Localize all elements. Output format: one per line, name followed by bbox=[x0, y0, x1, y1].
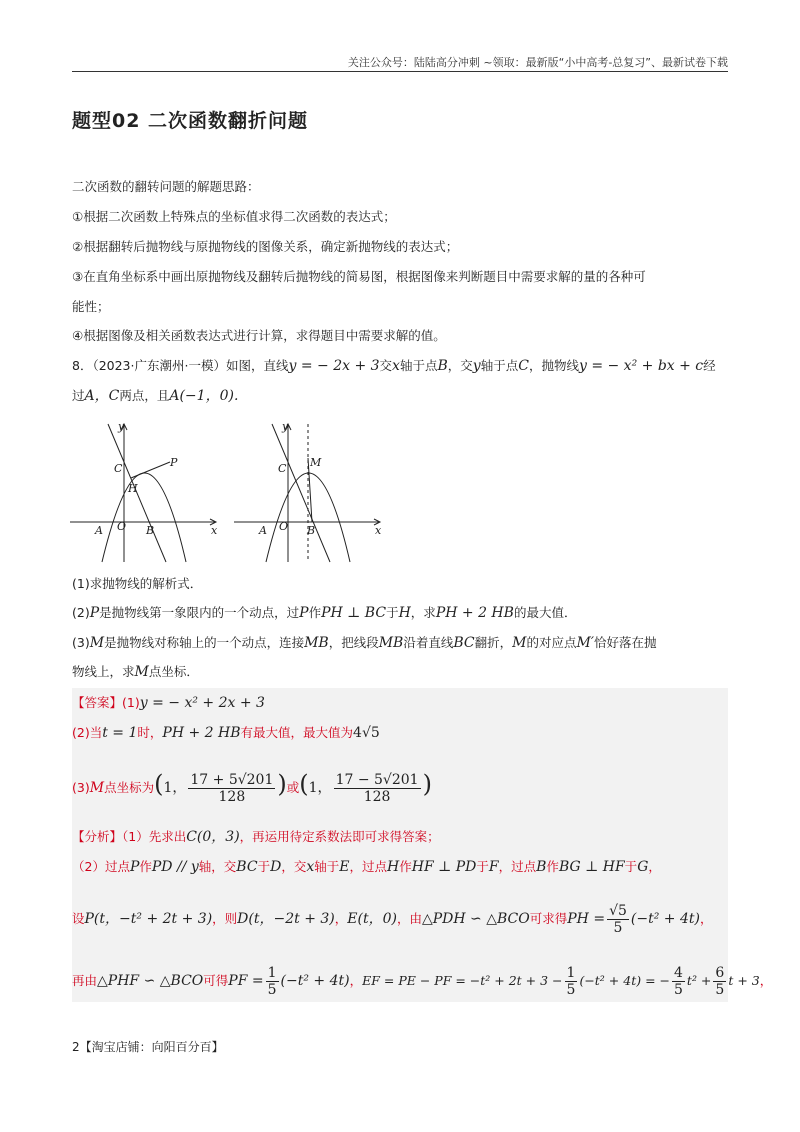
math: 1， bbox=[163, 780, 187, 796]
text: ， bbox=[349, 973, 363, 988]
text: ，把线段 bbox=[328, 635, 379, 650]
label-x-right: x bbox=[375, 524, 382, 537]
denominator: 5 bbox=[267, 982, 277, 998]
text: 翻折， bbox=[474, 635, 513, 650]
method-step-4: ④根据图像及相关函数表达式进行计算，求得题目中需要求解的值。 bbox=[72, 328, 446, 343]
math: M bbox=[89, 780, 105, 796]
text: 的最大值． bbox=[513, 605, 577, 620]
text: 轴，交 bbox=[198, 859, 237, 874]
text: 于 bbox=[257, 859, 271, 874]
label-A-left: A bbox=[95, 524, 103, 537]
var-x: x bbox=[392, 358, 400, 374]
text: 经 bbox=[703, 358, 716, 373]
label-C-right: C bbox=[278, 462, 287, 475]
fraction-1-5b bbox=[565, 965, 578, 998]
math: (−t² + 4t) bbox=[280, 973, 350, 989]
parabola-equation: y = − x² + bx + c bbox=[578, 358, 704, 374]
numerator: 17 + 5√201 bbox=[190, 772, 274, 788]
header-divider bbox=[72, 71, 728, 72]
text: 轴于 bbox=[314, 859, 340, 874]
math: PH ⊥ BC bbox=[321, 605, 387, 621]
label-y-right: y bbox=[282, 420, 289, 433]
text: 沿着直线 bbox=[403, 635, 454, 650]
label-x-left: x bbox=[211, 524, 218, 537]
method-step-1: ①根据二次函数上特殊点的坐标值求得二次函数的表达式； bbox=[72, 209, 396, 224]
math: G bbox=[637, 859, 649, 875]
text: 物线上，求 bbox=[72, 664, 135, 679]
text: 可求得 bbox=[529, 911, 568, 926]
numerator: 1 bbox=[267, 965, 277, 981]
text: 是抛物线对称轴上的一个动点，连接 bbox=[104, 635, 305, 650]
answer-3: (3)M点坐标为(1， $\frac{17 + 5√201}{128}$ )或(1， $\frac{17 - 5√201}{128}$ ) bbox=[72, 770, 432, 805]
math: P(t，−t² + 2t + 3) bbox=[84, 911, 213, 927]
text: ，过点 bbox=[349, 859, 387, 874]
math: △PDH ∽ △BCO bbox=[421, 911, 530, 927]
text: (3) bbox=[72, 780, 90, 795]
method-step-2: ②根据翻转后抛物线与原抛物线的图像关系，确定新抛物线的表达式； bbox=[72, 239, 459, 254]
problem-source: （2023·广东潮州·一模）如图，直线 bbox=[92, 358, 289, 373]
analysis-2 bbox=[72, 858, 661, 876]
var-B: B bbox=[437, 358, 448, 374]
var-C: C bbox=[518, 358, 529, 374]
text: ，再运用待定系数法即可求得答案； bbox=[239, 829, 440, 844]
numerator: 6 bbox=[715, 965, 725, 981]
denominator: 5 bbox=[715, 982, 725, 998]
section-title: 题型02 二次函数翻折问题 bbox=[72, 110, 309, 132]
answer-tag: 【答案】 bbox=[72, 695, 123, 710]
text: 于 bbox=[386, 605, 399, 620]
text: 点坐标． bbox=[148, 664, 199, 679]
method-step-3: ③在直角坐标系中画出原抛物线及翻转后抛物线的简易图，根据图像来判断题目中需要求解的量的各种可 bbox=[72, 269, 646, 284]
math: H bbox=[387, 859, 400, 875]
numerator: 1 bbox=[566, 965, 576, 981]
text: ，则 bbox=[212, 911, 238, 926]
label-B-left: B bbox=[146, 524, 155, 537]
problem-line-1 bbox=[72, 357, 716, 375]
text: ，过点 bbox=[498, 859, 537, 874]
text: 作 bbox=[399, 859, 412, 874]
text: 轴于点 bbox=[480, 358, 519, 373]
label-B-right: B bbox=[307, 524, 316, 537]
fraction-1 bbox=[188, 772, 275, 805]
denominator: 5 bbox=[613, 920, 623, 936]
math: B bbox=[536, 859, 547, 875]
label-O-left: O bbox=[117, 520, 127, 533]
label-y-left: y bbox=[118, 420, 125, 433]
text: 交 bbox=[379, 358, 393, 373]
fraction-2 bbox=[334, 772, 421, 805]
text: 点坐标为 bbox=[104, 780, 155, 795]
math: F bbox=[488, 859, 499, 875]
analysis-3 bbox=[72, 900, 712, 938]
math: PH + 2 HB bbox=[435, 605, 514, 621]
problem-figure bbox=[68, 416, 388, 566]
math: (−t² + 4t) bbox=[630, 911, 700, 927]
fraction-sqrt5-5 bbox=[607, 903, 629, 936]
math: 4√5 bbox=[353, 725, 380, 741]
text: (2)当 bbox=[72, 725, 103, 740]
text: 是抛物线第一象限内的一个动点，过 bbox=[99, 605, 300, 620]
denominator: 5 bbox=[674, 982, 683, 998]
math: HF ⊥ PD bbox=[411, 859, 477, 875]
numerator: √5 bbox=[609, 903, 627, 919]
text: 再由 bbox=[72, 973, 98, 988]
fraction-4-5 bbox=[672, 965, 685, 998]
math: (−t² + 4t) = − bbox=[579, 973, 670, 988]
math: E bbox=[339, 859, 350, 875]
text: （1）先求出 bbox=[122, 829, 187, 844]
text: ，求 bbox=[410, 605, 436, 620]
denominator: 128 bbox=[363, 789, 391, 805]
text: 设 bbox=[72, 911, 85, 926]
math: BG ⊥ HF bbox=[558, 859, 625, 875]
label-P: P bbox=[170, 456, 178, 469]
label-C-left: C bbox=[114, 462, 123, 475]
points-AC: A，C bbox=[84, 388, 120, 404]
text: 的对应点 bbox=[526, 635, 577, 650]
math: t = 1 bbox=[102, 725, 138, 741]
analysis-1 bbox=[72, 828, 440, 846]
math: PH + 2 HB bbox=[162, 725, 241, 741]
text: 恰好落在抛 bbox=[594, 635, 657, 650]
problem-line-2 bbox=[72, 387, 238, 405]
line-equation: y = − 2x + 3 bbox=[288, 358, 380, 374]
math: EF = PE − PF = −t² + 2t + 3 − bbox=[362, 973, 563, 988]
text: ，交 bbox=[447, 358, 473, 373]
math: 1， bbox=[308, 780, 332, 796]
method-intro: 二次函数的翻转问题的解题思路： bbox=[72, 179, 260, 194]
text: 时， bbox=[137, 725, 163, 740]
math: P bbox=[129, 859, 140, 875]
answer-2 bbox=[72, 724, 380, 742]
page-footer: 2【淘宝店铺：向阳百分百】 bbox=[72, 1040, 224, 1054]
problem-number: 8． bbox=[72, 358, 93, 373]
text: 可得 bbox=[203, 973, 229, 988]
fraction-1-5 bbox=[266, 965, 279, 998]
figure-right bbox=[234, 424, 380, 562]
text: ， bbox=[334, 911, 348, 926]
method-step-3-cont: 能性； bbox=[72, 299, 110, 314]
text: ，由 bbox=[396, 911, 422, 926]
math: BC bbox=[236, 859, 258, 875]
label-O-right: O bbox=[279, 520, 289, 533]
text: 过 bbox=[72, 388, 85, 403]
question-3-cont: 物线上，求M点坐标． bbox=[72, 664, 199, 680]
label-H: H bbox=[128, 482, 138, 495]
point-A-coord: A(−1，0). bbox=[169, 388, 239, 404]
text: 或 bbox=[286, 780, 300, 795]
math: PD // y bbox=[151, 859, 199, 875]
math: PH = bbox=[567, 911, 606, 927]
figure-left bbox=[70, 424, 216, 562]
math: x bbox=[306, 859, 315, 875]
text: 两点，且 bbox=[119, 388, 170, 403]
denominator: 128 bbox=[218, 789, 246, 805]
denominator: 5 bbox=[566, 982, 576, 998]
math: y = − x² + 2x + 3 bbox=[139, 695, 265, 711]
text: （2）过点 bbox=[72, 859, 130, 874]
text: 作 bbox=[139, 859, 152, 874]
fraction-6-5 bbox=[713, 965, 726, 998]
answer-1 bbox=[72, 694, 265, 712]
analysis-4 bbox=[72, 962, 772, 1000]
question-1: (1)求抛物线的解析式． bbox=[72, 576, 203, 591]
analysis-tag: 【分析】 bbox=[72, 829, 123, 844]
text: ，交 bbox=[281, 859, 307, 874]
math: C(0，3) bbox=[186, 829, 240, 845]
text: 轴于点 bbox=[399, 358, 438, 373]
label-M: M bbox=[310, 456, 322, 469]
text: 作 bbox=[546, 859, 559, 874]
text: (3) bbox=[72, 635, 90, 650]
text: (2) bbox=[72, 605, 90, 620]
math: △PHF ∽ △BCO bbox=[97, 973, 204, 989]
text: ， bbox=[759, 973, 773, 988]
var-y: y bbox=[472, 358, 481, 374]
text: 作 bbox=[308, 605, 322, 620]
text: ， bbox=[648, 859, 661, 874]
text: 于 bbox=[476, 859, 489, 874]
text: ，抛物线 bbox=[528, 358, 579, 373]
math: D(t，−2t + 3) bbox=[237, 911, 335, 927]
text: 有最大值，最大值为 bbox=[240, 725, 354, 740]
math: PF = bbox=[228, 973, 264, 989]
question-2: (2)P是抛物线第一象限内的一个动点，过P作PH ⊥ BC于H，求PH + 2 HB的最大值． bbox=[72, 605, 577, 621]
text: (1) bbox=[122, 695, 140, 710]
text: ， bbox=[699, 911, 713, 926]
numerator: 4 bbox=[674, 965, 683, 981]
math: t + 3 bbox=[728, 973, 760, 988]
page-header: 关注公众号：陆陆高分冲刺 ~领取：最新版“小中高考-总复习”、最新试卷下载 bbox=[347, 56, 728, 69]
math: D bbox=[270, 859, 282, 875]
question-3: (3)M是抛物线对称轴上的一个动点，连接MB，把线段MB沿着直线BC翻折，M的对应点M′恰好落在抛 bbox=[72, 635, 657, 651]
text: 于 bbox=[624, 859, 638, 874]
numerator: 17 − 5√201 bbox=[335, 772, 419, 788]
label-A-right: A bbox=[259, 524, 267, 537]
math: E(t，0) bbox=[347, 911, 397, 927]
math: t² + bbox=[686, 973, 712, 988]
